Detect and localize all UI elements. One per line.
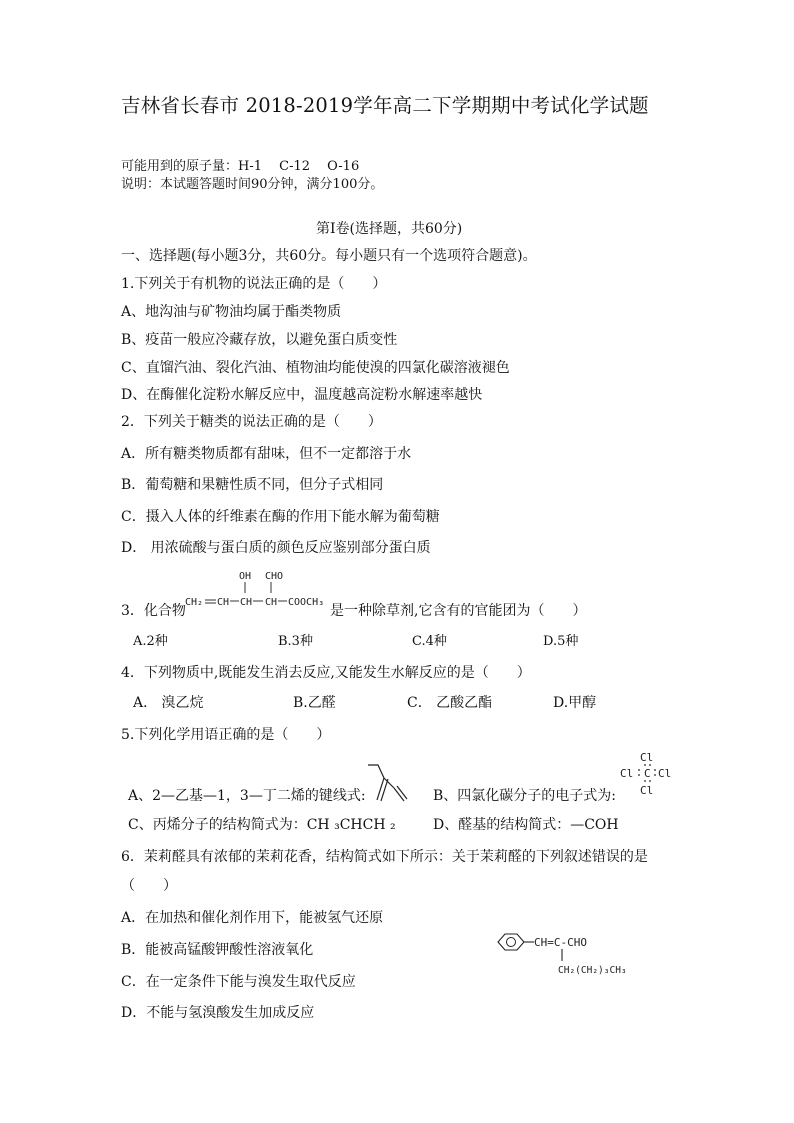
atomic-mass-line: 可能用到的原子量：H-1 C-12 O-16 bbox=[121, 159, 360, 174]
chain-ch-1: CH bbox=[217, 597, 230, 608]
question-3-option-b: B.3种 bbox=[278, 634, 313, 649]
exam-note-line: 说明：本试题答题时间90分钟，满分100分。 bbox=[121, 177, 384, 192]
question-2-stem: 2．下列关于糖类的说法正确的是（ ） bbox=[121, 414, 382, 430]
jasminaldehyde-structure bbox=[488, 925, 638, 981]
structure-cho-label: CHO bbox=[265, 571, 284, 582]
question-6-option-b: B．能被高锰酸钾酸性溶液氧化 bbox=[121, 942, 314, 958]
question-6-stem-paren: （ ） bbox=[121, 878, 177, 894]
question-2-option-c: C．摄入人体的纤维素在酶的作用下能水解为葡萄糖 bbox=[121, 509, 440, 525]
question-5-option-b: B、四氯化碳分子的电子式为: bbox=[433, 788, 617, 804]
question-1-stem: 1.下列关于有机物的说法正确的是（ ） bbox=[121, 276, 387, 292]
question-5-stem: 5.下列化学用语正确的是（ ） bbox=[121, 727, 331, 743]
question-3-option-c: C.4种 bbox=[412, 634, 447, 649]
ccl4-center-c: C bbox=[644, 767, 651, 780]
chain-ch-2: CH bbox=[240, 597, 253, 608]
question-4-option-b: B.乙醛 bbox=[293, 695, 336, 711]
question-2-option-d: D． 用浓硫酸与蛋白质的颜色反应鉴别部分蛋白质 bbox=[121, 540, 431, 556]
benzene-ring-icon bbox=[498, 934, 524, 950]
question-6-option-a: A．在加热和催化剂作用下，能被氢气还原 bbox=[121, 910, 384, 926]
question-6-option-d: D．不能与氢溴酸发生加成反应 bbox=[121, 1005, 315, 1021]
section-title: 第Ⅰ卷(选择题，共60分) bbox=[316, 221, 463, 237]
chain-cooch3: COOCH₃ bbox=[288, 597, 325, 608]
question-1-option-b: B、疫苗一般应冷藏存放，以避免蛋白质变性 bbox=[121, 332, 398, 348]
question-5-option-d: D、醛基的结构简式：—COH bbox=[433, 817, 619, 833]
question-5-option-c: C、丙烯分子的结构简式为：CH ₃CHCH ₂ bbox=[128, 817, 396, 833]
ccl4-right-cl: Cl bbox=[658, 767, 672, 780]
butadiene-skeletal-structure bbox=[364, 760, 414, 806]
question-4-option-c: C． 乙酸乙酯 bbox=[407, 695, 493, 711]
ccl4-top-cl: Cl bbox=[640, 751, 654, 764]
question-1-option-d: D、在酶催化淀粉水解反应中，温度越高淀粉水解速率越快 bbox=[121, 387, 483, 403]
jasminaldehyde-side-chain: CH₂(CH₂)₃CH₃ bbox=[558, 965, 627, 976]
question-1-option-c: C、直馏汽油、裂化汽油、植物油均能使溴的四氯化碳溶液褪色 bbox=[121, 360, 510, 376]
question-3-option-d: D.5种 bbox=[543, 634, 579, 649]
ccl4-bottom-cl: Cl bbox=[640, 784, 654, 797]
question-4-stem: 4．下列物质中,既能发生消去反应,又能发生水解反应的是（ ） bbox=[121, 665, 531, 681]
question-5-option-a: A、2—乙基—1，3—丁二烯的键线式: bbox=[128, 788, 366, 804]
question-6-option-c: C．在一定条件下能与溴发生取代反应 bbox=[121, 974, 356, 990]
herbicide-structure bbox=[185, 565, 335, 615]
question-4-option-a: A． 溴乙烷 bbox=[133, 695, 204, 711]
question-2-option-a: A．所有糖类物质都有甜味，但不一定都溶于水 bbox=[121, 446, 412, 462]
question-3-stem-post: 是一种除草剂,它含有的官能团为（ ） bbox=[330, 603, 587, 619]
question-2-option-b: B．葡萄糖和果糖性质不同，但分子式相同 bbox=[121, 477, 384, 493]
question-1-option-a: A、地沟油与矿物油均属于酯类物质 bbox=[121, 304, 342, 320]
jasminaldehyde-main-chain: CH=C-CHO bbox=[534, 936, 587, 949]
question-4-option-d: D.甲醇 bbox=[553, 695, 597, 711]
section-instruction: 一、选择题(每小题3分，共60分。每小题只有一个选项符合题意)。 bbox=[121, 248, 537, 264]
structure-oh-label: OH bbox=[239, 571, 252, 582]
chain-ch-3: CH bbox=[265, 597, 278, 608]
question-3-option-a: A.2种 bbox=[133, 634, 168, 649]
question-6-stem: 6．茉莉醛具有浓郁的茉莉花香，结构简式如下所示：关于茉莉醛的下列叙述错误的是 bbox=[121, 849, 648, 865]
question-3-stem-pre: 3．化合物 bbox=[121, 603, 186, 619]
chain-ch2: CH₂ bbox=[185, 597, 204, 608]
ccl4-electron-formula bbox=[618, 750, 680, 800]
ccl4-left-cl: Cl bbox=[620, 767, 634, 780]
page-title: 吉林省长春市 2018-2019学年高二下学期期中考试化学试题 bbox=[121, 94, 649, 117]
